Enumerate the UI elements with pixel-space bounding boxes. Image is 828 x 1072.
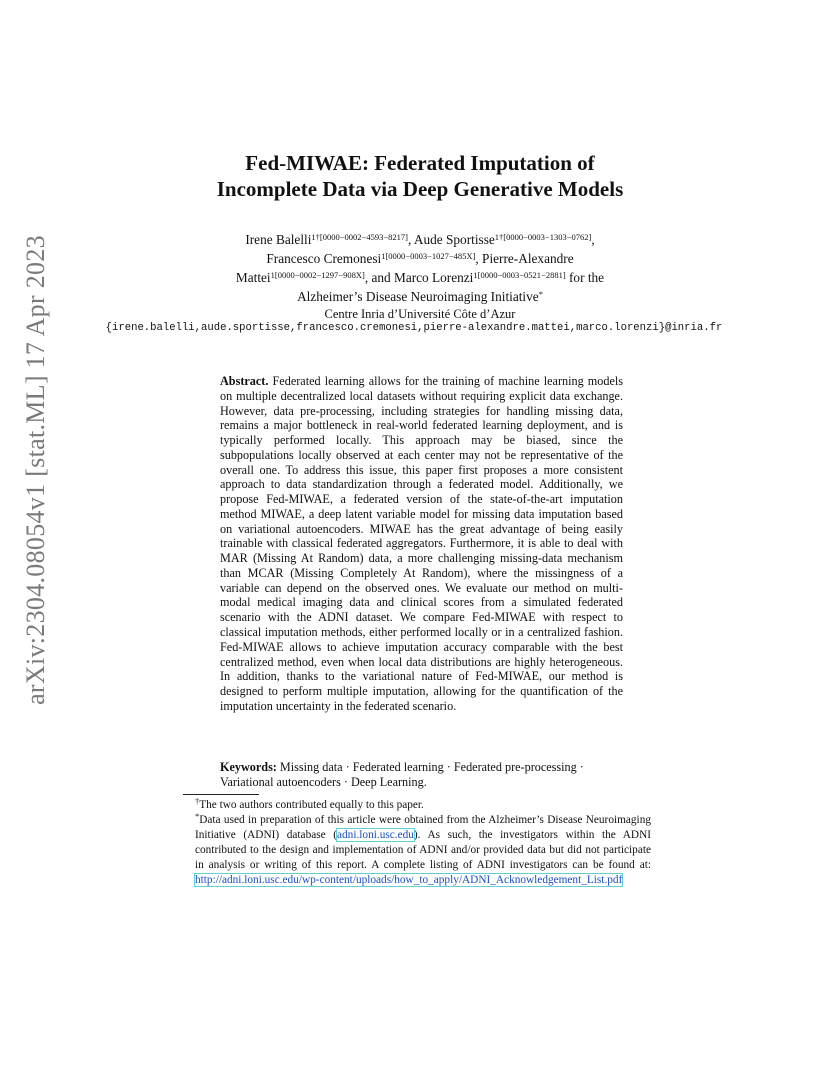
footnote-1-text: The two authors contributed equally to this paper. bbox=[199, 799, 424, 811]
abstract bbox=[220, 374, 623, 714]
footnote-marker: * bbox=[195, 811, 200, 822]
author-line-2 bbox=[160, 249, 680, 268]
author-orcid: 1†[0000−0002−4593−8217] bbox=[311, 232, 408, 242]
abstract-heading: Abstract. bbox=[220, 374, 269, 388]
footnote-2 bbox=[183, 813, 651, 888]
author-orcid: 1[0000−0003−1027−485X] bbox=[381, 251, 476, 261]
author-name: Mattei bbox=[235, 270, 271, 285]
keywords-heading: Keywords: bbox=[220, 760, 277, 774]
footnote-2-text: ). As such, the investigators within the ADNI contributed to the design and implementation of ADNI and/or provided data but did not participate in analysis or writing of this report. A complete listing of ADNI investigators can be found at: bbox=[195, 829, 651, 872]
title-line-2: Incomplete Data via Deep Generative Models bbox=[216, 177, 624, 201]
author-name: Irene Balelli bbox=[245, 232, 312, 247]
arxiv-identifier-text: arXiv:2304.08054v1 [stat.ML] 17 Apr 2023 bbox=[21, 235, 50, 705]
author-orcid: 1[0000−0002−1297−908X] bbox=[270, 270, 365, 280]
author-name: Francesco Cremonesi bbox=[266, 251, 382, 266]
author-line-3 bbox=[160, 268, 680, 287]
author-name: , Aude Sportisse bbox=[407, 232, 495, 247]
author-separator: , bbox=[591, 232, 595, 247]
author-emails: {irene.balelli,aude.sportisse,francesco.cremonesi,pierre-alexandre.mattei,marco.lorenzi}@inria.fr bbox=[105, 322, 723, 334]
author-separator: for the bbox=[565, 270, 605, 285]
arxiv-identifier bbox=[10, 235, 62, 705]
author-line-1 bbox=[160, 230, 680, 249]
adni-link[interactable]: adni.loni.usc.edu bbox=[337, 829, 414, 842]
author-orcid: 1[0000−0003−0521−2881] bbox=[473, 270, 566, 280]
footnote-1 bbox=[183, 798, 651, 813]
author-line-4 bbox=[160, 287, 680, 306]
title-line-1: Fed-MIWAE: Federated Imputation of bbox=[245, 151, 595, 175]
author-orcid: 1†[0000−0003−1303−0762] bbox=[494, 232, 592, 242]
paper-title bbox=[140, 150, 700, 202]
keywords-body: Missing data · Federated learning · Federated pre-processing · Variational autoencoders · Deep Learning. bbox=[220, 760, 584, 789]
footnote-rule bbox=[183, 794, 259, 795]
consortium-name: Alzheimer’s Disease Neuroimaging Initiative bbox=[297, 289, 539, 304]
abstract-body: Federated learning allows for the training of machine learning models on multiple decentralized local datasets without requiring explicit data exchange. However, data pre-processing, including strategies for handling missing data, remains a major bottleneck in real-world federated learning deployment, and is typically performed locally. This approach may be biased, since the subpopulations locally observed at each center may not be representative of the overall one. To address this issue, this paper first proposes a more consistent approach to data standardization through a federated model. Additionally, we propose Fed-MIWAE, a federated version of the state-of-the-art imputation method MIWAE, a deep latent variable model for missing data imputation based on variational autoencoders. MIWAE has the great advantage of being easily trainable with classical federated aggregators. Furthermore, it is able to deal with MAR (Missing At Random) data, a more challenging missing-data mechanism than MCAR (Missing Completely At Random), where the missingness of a variable can depend on the observed ones. We evaluate our method on multi-modal medical imaging data and clinical scores from a simulated federated scenario with the ADNI dataset. We compare Fed-MIWAE with respect to classical imputation methods, either performed locally or in a centralized fashion. Fed-MIWAE allows to achieve imputation accuracy comparable with the best centralized method, even when local data distributions are highly heterogeneous. In addition, thanks to the variational nature of Fed-MIWAE, our method is designed to perform multiple imputation, allowing for the quantification of the imputation uncertainty in the federated scenario. bbox=[220, 374, 623, 713]
acknowledgement-list-link[interactable]: http://adni.loni.usc.edu/wp-content/uploads/how_to_apply/ADNI_Acknowledgement_List.pdf bbox=[195, 874, 623, 887]
author-list bbox=[160, 230, 680, 306]
author-name: , Pierre-Alexandre bbox=[475, 251, 574, 266]
footnotes bbox=[183, 798, 651, 889]
author-name: , and Marco Lorenzi bbox=[364, 270, 474, 285]
footnote-2-text: Data used in preparation of this article were obtained from the Alzheimer’s Disease Neuroimaging Initiative (ADNI) database ( bbox=[195, 814, 651, 842]
affiliation: Centre Inria d’Université Côte d’Azur bbox=[324, 307, 516, 321]
footnote-marker: * bbox=[538, 289, 543, 299]
keywords bbox=[220, 760, 623, 790]
footnote-marker: † bbox=[195, 796, 200, 806]
